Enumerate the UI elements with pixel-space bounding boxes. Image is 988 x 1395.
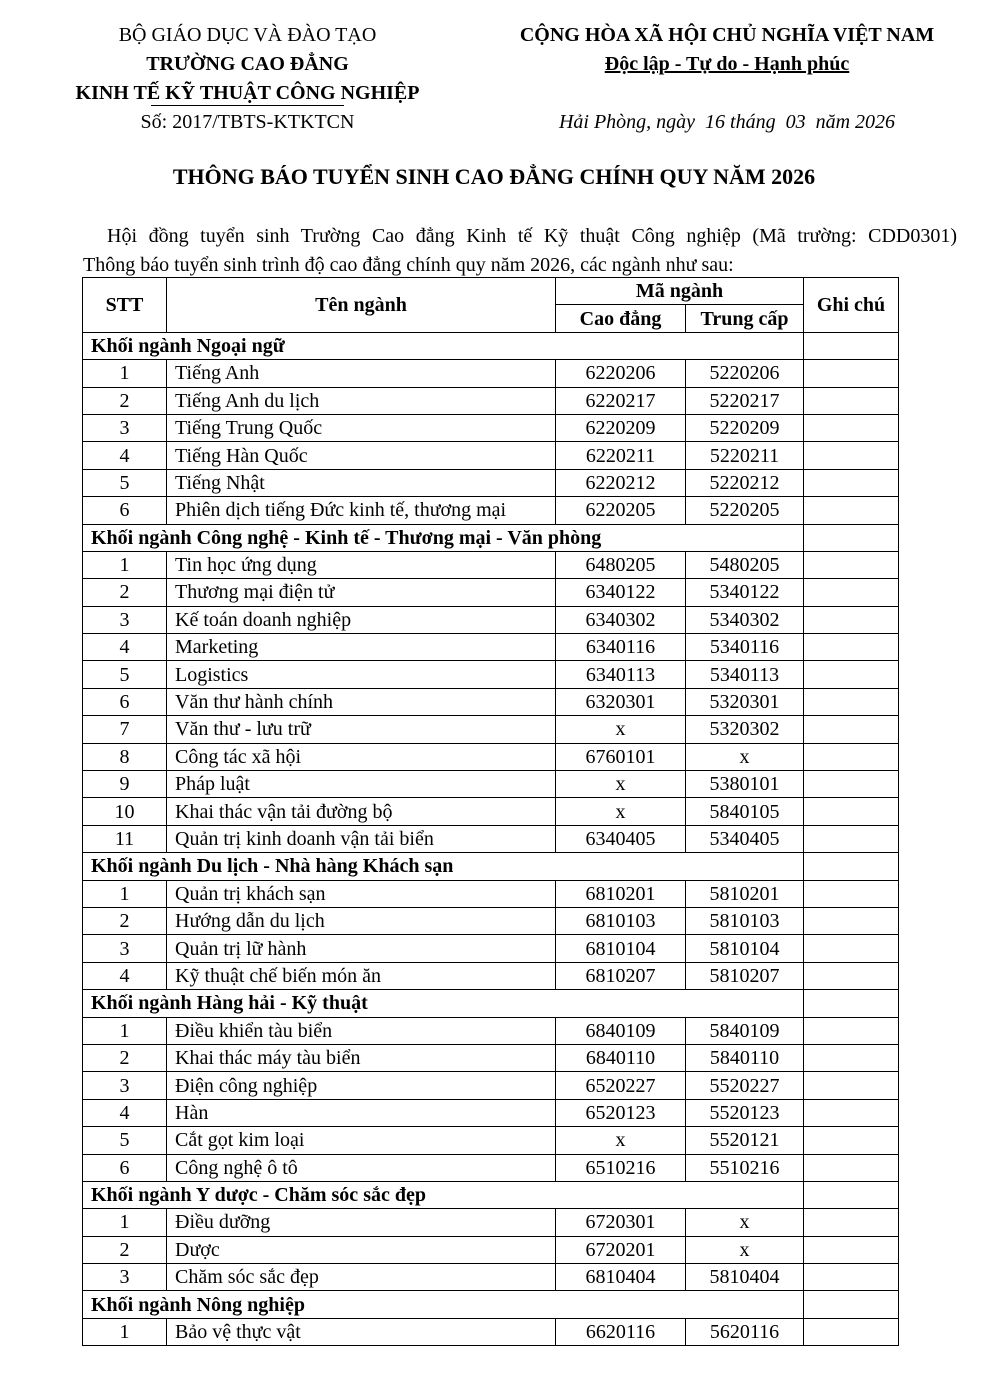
row-college-code: 6220212 [556,469,686,496]
row-stt: 4 [83,1099,167,1126]
row-note [804,1209,899,1236]
row-stt: 1 [83,1318,167,1345]
row-intermediate-code: 5520227 [686,1072,804,1099]
header-name: Tên ngành [167,278,556,333]
row-intermediate-code: 5340302 [686,606,804,633]
row-program-name: Hàn [167,1099,556,1126]
row-note [804,579,899,606]
table-row [83,1127,899,1154]
row-note [804,962,899,989]
row-college-code: 6810404 [556,1264,686,1291]
row-intermediate-code: 5380101 [686,771,804,798]
table-row [83,935,899,962]
table-row [83,497,899,524]
table-row [83,798,899,825]
group-title: Khối ngành Du lịch - Nhà hàng Khách sạn [83,853,804,880]
intro-paragraph [83,222,957,280]
row-intermediate-code: 5320301 [686,688,804,715]
row-stt: 3 [83,1072,167,1099]
row-note [804,497,899,524]
row-stt: 10 [83,798,167,825]
row-intermediate-code: 5810404 [686,1264,804,1291]
row-note [804,688,899,715]
row-college-code: 6840109 [556,1017,686,1044]
row-college-code: 6810207 [556,962,686,989]
table-row [83,880,899,907]
row-college-code: 6810103 [556,907,686,934]
row-stt: 2 [83,579,167,606]
row-college-code: 6220205 [556,497,686,524]
table-body [83,332,899,1345]
row-stt: 4 [83,962,167,989]
table-row [83,743,899,770]
group-note-cell [804,990,899,1017]
table-row [83,716,899,743]
row-intermediate-code: 5810103 [686,907,804,934]
row-note [804,414,899,441]
row-college-code: 6840110 [556,1044,686,1071]
row-note [804,661,899,688]
row-intermediate-code: 5220209 [686,414,804,441]
table-row [83,1236,899,1263]
table-row [83,387,899,414]
group-note-cell [804,524,899,551]
row-program-name: Tiếng Hàn Quốc [167,442,556,469]
row-college-code: 6720201 [556,1236,686,1263]
header-left [55,21,440,137]
table-row [83,360,899,387]
row-intermediate-code: 5520123 [686,1099,804,1126]
group-title: Khối ngành Hàng hải - Kỹ thuật [83,990,804,1017]
row-note [804,1017,899,1044]
row-stt: 3 [83,1264,167,1291]
row-note [804,1099,899,1126]
row-intermediate-code: 5340113 [686,661,804,688]
group-note-cell [804,853,899,880]
row-program-name: Quản trị khách sạn [167,880,556,907]
row-intermediate-code: x [686,1236,804,1263]
table-row [83,962,899,989]
row-stt: 2 [83,1236,167,1263]
row-college-code: 6520227 [556,1072,686,1099]
school-name-line1: TRƯỜNG CAO ĐẲNG [146,53,349,75]
table-row [83,1017,899,1044]
row-note [804,360,899,387]
row-note [804,469,899,496]
table-row [83,579,899,606]
table-row [83,1264,899,1291]
table-row [83,1044,899,1071]
row-college-code: 6510216 [556,1154,686,1181]
row-note [804,606,899,633]
row-program-name: Khai thác vận tải đường bộ [167,798,556,825]
row-college-code: 6760101 [556,743,686,770]
row-note [804,771,899,798]
row-stt: 3 [83,606,167,633]
row-program-name: Tiếng Trung Quốc [167,414,556,441]
group-row [83,524,899,551]
row-note [804,1044,899,1071]
table-row [83,606,899,633]
intro-line2: Thông báo tuyển sinh trình độ cao đẳng chính quy năm 2026, các ngành như sau: [83,254,734,276]
row-college-code: 6220217 [556,387,686,414]
table-row [83,661,899,688]
row-intermediate-code: 5220212 [686,469,804,496]
row-intermediate-code: 5840105 [686,798,804,825]
row-stt: 2 [83,907,167,934]
row-stt: 9 [83,771,167,798]
row-college-code: 6340122 [556,579,686,606]
row-note [804,1318,899,1345]
row-note [804,825,899,852]
group-title: Khối ngành Ngoại ngữ [83,332,804,359]
row-intermediate-code: 5220206 [686,360,804,387]
row-college-code: 6220211 [556,442,686,469]
row-program-name: Thương mại điện tử [167,579,556,606]
row-stt: 4 [83,442,167,469]
row-intermediate-code: 5340405 [686,825,804,852]
row-note [804,1127,899,1154]
ministry-name: BỘ GIÁO DỤC VÀ ĐÀO TẠO [118,24,377,46]
row-note [804,1264,899,1291]
row-program-name: Dược [167,1236,556,1263]
group-row [83,1291,899,1318]
row-intermediate-code: 5620116 [686,1318,804,1345]
row-stt: 1 [83,880,167,907]
row-stt: 11 [83,825,167,852]
row-program-name: Văn thư hành chính [167,688,556,715]
school-name-line2: KINH TẾ KỸ THUẬT CÔNG NGHIỆP [76,79,420,108]
row-stt: 6 [83,688,167,715]
group-note-cell [804,1291,899,1318]
row-note [804,716,899,743]
row-stt: 4 [83,634,167,661]
row-program-name: Tiếng Nhật [167,469,556,496]
row-note [804,634,899,661]
row-stt: 6 [83,497,167,524]
row-intermediate-code: 5840109 [686,1017,804,1044]
national-motto: Độc lập - Tự do - Hạnh phúc [604,53,850,75]
row-program-name: Bảo vệ thực vật [167,1318,556,1345]
row-program-name: Khai thác máy tàu biển [167,1044,556,1071]
row-program-name: Tin học ứng dụng [167,551,556,578]
row-stt: 1 [83,551,167,578]
row-note [804,880,899,907]
row-intermediate-code: 5220217 [686,387,804,414]
row-stt: 3 [83,935,167,962]
group-row [83,1181,899,1208]
row-college-code: 6520123 [556,1099,686,1126]
group-title: Khối ngành Y dược - Chăm sóc sắc đẹp [83,1181,804,1208]
row-note [804,935,899,962]
row-college-code: x [556,1127,686,1154]
table-row [83,469,899,496]
row-college-code: 6620116 [556,1318,686,1345]
row-stt: 6 [83,1154,167,1181]
group-title: Khối ngành Nông nghiệp [83,1291,804,1318]
page-title: THÔNG BÁO TUYỂN SINH CAO ĐẲNG CHÍNH QUY NĂM 2026 [172,164,816,189]
row-intermediate-code: 5220211 [686,442,804,469]
table-row [83,907,899,934]
row-program-name: Văn thư - lưu trữ [167,716,556,743]
row-intermediate-code: 5840110 [686,1044,804,1071]
row-program-name: Kế toán doanh nghiệp [167,606,556,633]
programs-table [82,277,899,1346]
row-stt: 8 [83,743,167,770]
row-stt: 7 [83,716,167,743]
row-stt: 2 [83,387,167,414]
row-note [804,1154,899,1181]
table-row [83,825,899,852]
row-note [804,743,899,770]
document-number: Số: 2017/TBTS-KTKTCN [140,111,355,133]
table-row [83,1154,899,1181]
country-name: CỘNG HÒA XÃ HỘI CHỦ NGHĨA VIỆT NAM [519,24,935,46]
row-note [804,1072,899,1099]
header-stt: STT [83,278,167,333]
row-program-name: Pháp luật [167,771,556,798]
table-row [83,634,899,661]
intro-line1: Hội đồng tuyển sinh Trường Cao đẳng Kinh tế Kỹ thuật Công nghiệp (Mã trường: CDD0301) [107,225,957,247]
row-program-name: Công tác xã hội [167,743,556,770]
row-college-code: 6220209 [556,414,686,441]
row-program-name: Tiếng Anh du lịch [167,387,556,414]
row-program-name: Tiếng Anh [167,360,556,387]
row-college-code: 6480205 [556,551,686,578]
row-college-code: x [556,716,686,743]
row-stt: 5 [83,1127,167,1154]
row-college-code: x [556,798,686,825]
row-college-code: 6340405 [556,825,686,852]
row-intermediate-code: x [686,743,804,770]
row-stt: 5 [83,469,167,496]
table-row [83,1099,899,1126]
row-college-code: 6340302 [556,606,686,633]
row-intermediate-code: 5810207 [686,962,804,989]
table-row [83,1318,899,1345]
row-program-name: Quản trị kinh doanh vận tải biển [167,825,556,852]
table-row [83,771,899,798]
row-program-name: Phiên dịch tiếng Đức kinh tế, thương mại [167,497,556,524]
row-college-code: 6340113 [556,661,686,688]
row-program-name: Điều dưỡng [167,1209,556,1236]
row-intermediate-code: 5320302 [686,716,804,743]
row-intermediate-code: 5510216 [686,1154,804,1181]
row-note [804,387,899,414]
table-row [83,442,899,469]
row-program-name: Kỹ thuật chế biến món ăn [167,962,556,989]
place-date: Hải Phòng, ngày 16 tháng 03 năm 2026 [558,111,896,133]
row-intermediate-code: 5340116 [686,634,804,661]
row-program-name: Cắt gọt kim loại [167,1127,556,1154]
row-college-code: 6340116 [556,634,686,661]
row-intermediate-code: 5810201 [686,880,804,907]
row-program-name: Điều khiển tàu biển [167,1017,556,1044]
row-note [804,1236,899,1263]
row-college-code: 6320301 [556,688,686,715]
group-title: Khối ngành Công nghệ - Kinh tế - Thương mại - Văn phòng [83,524,804,551]
table-row [83,1072,899,1099]
header-college: Cao đẳng [556,305,686,332]
header-intermediate: Trung cấp [686,305,804,332]
row-program-name: Công nghệ ô tô [167,1154,556,1181]
row-program-name: Hướng dẫn du lịch [167,907,556,934]
row-note [804,442,899,469]
row-intermediate-code: 5220205 [686,497,804,524]
table-row [83,688,899,715]
group-note-cell [804,1181,899,1208]
row-program-name: Logistics [167,661,556,688]
row-note [804,907,899,934]
group-row [83,990,899,1017]
row-intermediate-code: 5480205 [686,551,804,578]
row-program-name: Quản trị lữ hành [167,935,556,962]
table-row [83,1209,899,1236]
table-row [83,414,899,441]
row-stt: 3 [83,414,167,441]
row-program-name: Điện công nghiệp [167,1072,556,1099]
group-note-cell [804,332,899,359]
row-program-name: Marketing [167,634,556,661]
row-stt: 2 [83,1044,167,1071]
row-note [804,798,899,825]
row-note [804,551,899,578]
row-intermediate-code: x [686,1209,804,1236]
row-college-code: 6810201 [556,880,686,907]
row-college-code: x [556,771,686,798]
header-note: Ghi chú [804,278,899,333]
row-intermediate-code: 5340122 [686,579,804,606]
header-right [494,21,960,137]
row-college-code: 6810104 [556,935,686,962]
group-row [83,332,899,359]
header-code-group: Mã ngành [556,278,804,305]
group-row [83,853,899,880]
row-college-code: 6220206 [556,360,686,387]
row-program-name: Chăm sóc sắc đẹp [167,1264,556,1291]
table-row [83,551,899,578]
row-stt: 1 [83,1209,167,1236]
row-stt: 5 [83,661,167,688]
row-intermediate-code: 5810104 [686,935,804,962]
row-stt: 1 [83,360,167,387]
row-stt: 1 [83,1017,167,1044]
row-college-code: 6720301 [556,1209,686,1236]
row-intermediate-code: 5520121 [686,1127,804,1154]
